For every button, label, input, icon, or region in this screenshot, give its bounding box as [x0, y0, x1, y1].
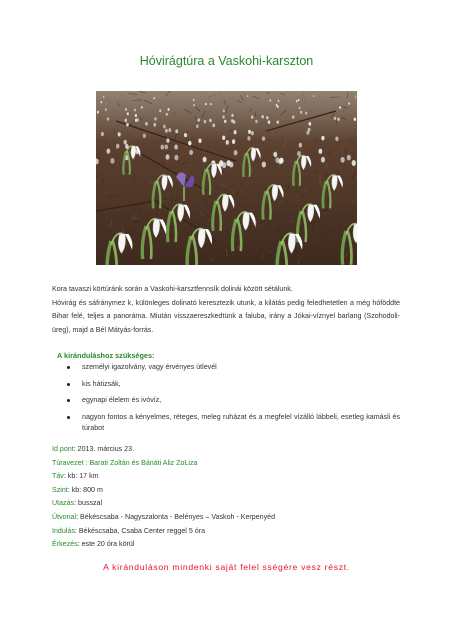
detail-value: kb: 800 m — [71, 485, 103, 494]
detail-label: Útvonal — [52, 512, 77, 521]
detail-label: Indulás — [52, 526, 75, 535]
intro-paragraph: Kora tavaszi körtúránk során a Vaskohi-karsztfennsík dolinái között sétálunk. — [52, 285, 293, 293]
intro-paragraph: Hóvirág és sáfránymez k, különleges dolinató keresztezik utunk, a kilátás pedig feledhetetlen a még hóföddte Bihar felé, teljes a panoráma. Miután visszaereszkedtünk a faluba, irány a Jókai-víznyel barlang (Szohodoli-üreg), majd a Bél Mátyás-forrás. — [52, 298, 400, 334]
detail-row-guide — [52, 457, 275, 471]
list-item: nagyon fontos a kényelmes, réteges, meleg ruházat és a megfelel vízálló lábbeli, esetleg kamásli és túrabot — [66, 412, 400, 434]
snowdrop-photo-illustration — [96, 91, 357, 265]
detail-separator: : — [73, 445, 78, 453]
detail-label: Utazás — [52, 499, 75, 508]
detail-row-route — [52, 511, 275, 525]
detail-row-travel — [52, 497, 275, 511]
snowdrop-photo — [96, 91, 357, 265]
detail-label: Szint — [52, 485, 68, 494]
detail-value: Békéscsaba, Csaba Center reggel 5 óra — [78, 526, 206, 535]
detail-label: Id pont — [52, 445, 74, 453]
requirements-heading: A kiránduláshoz szükséges: — [57, 351, 155, 360]
detail-value: Békéscsaba - Nagyszalonta - Belényes – Vaskoh - Kerpenyéd — [80, 512, 276, 521]
list-item: kis hátizsák, — [66, 379, 400, 390]
detail-value: kb: 17 km — [67, 472, 99, 481]
detail-row-arrival — [52, 538, 275, 552]
detail-separator: : — [74, 526, 79, 535]
detail-row-date — [52, 443, 275, 457]
intro-text — [52, 283, 400, 337]
detail-separator: : — [63, 472, 68, 481]
requirements-list — [66, 362, 400, 440]
detail-row-elevation — [52, 484, 275, 498]
trip-details — [52, 443, 275, 552]
detail-value: busszal — [78, 499, 103, 508]
detail-row-distance — [52, 470, 275, 484]
responsibility-notice: A kiránduláson mindenki saját felel sségére vesz részt. — [103, 562, 350, 572]
detail-separator: : — [74, 499, 79, 508]
detail-row-departure — [52, 525, 275, 539]
list-item: egynapi élelem és ivóvíz, — [66, 395, 400, 406]
detail-separator: : — [67, 485, 72, 494]
page-title: Hóvirágtúra a Vaskohi-karszton — [139, 54, 314, 68]
detail-separator: : — [76, 512, 81, 521]
detail-value: 2013. március 23. — [77, 445, 135, 453]
list-item: személyi igazolvány, vagy érvényes útlevél — [66, 362, 400, 373]
detail-label: Táv — [52, 472, 64, 481]
detail-label: Túravezet : Barati Zoltán és Bánáti Aliz ZoLiza — [52, 458, 198, 467]
detail-separator: : — [77, 540, 82, 549]
detail-label: Érkezés — [52, 540, 78, 549]
detail-value: este 20 óra körül — [81, 540, 135, 549]
